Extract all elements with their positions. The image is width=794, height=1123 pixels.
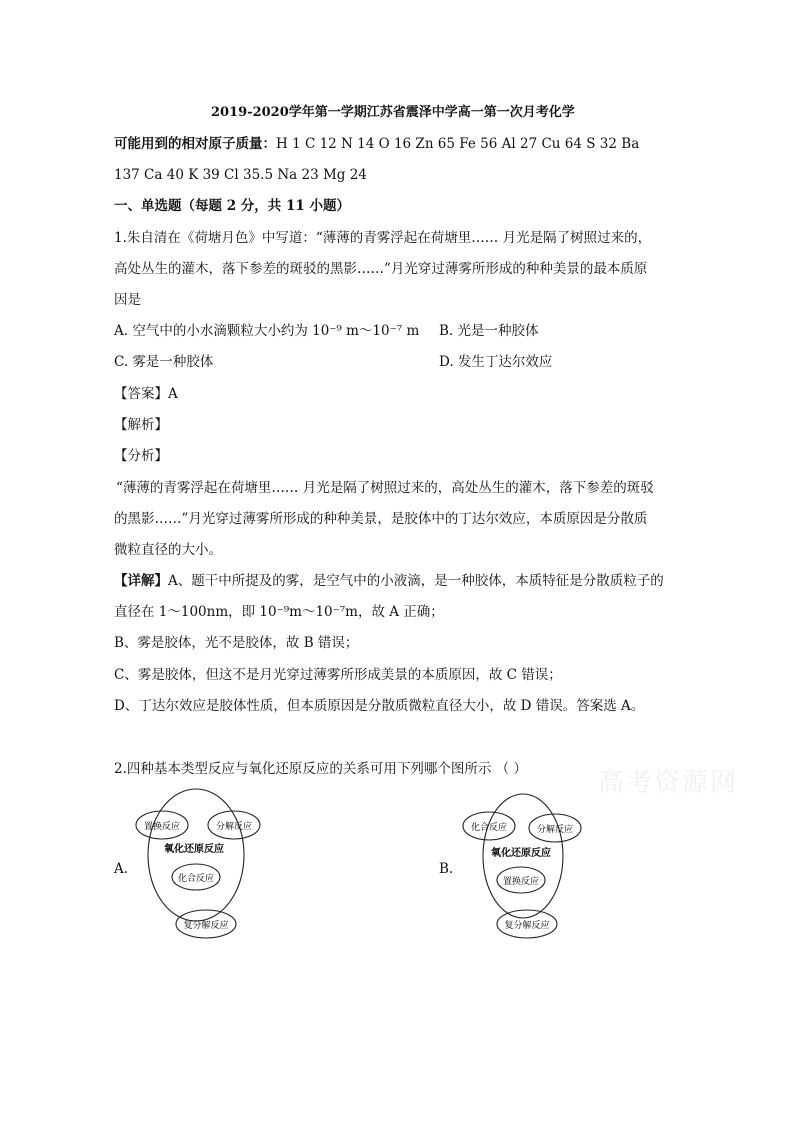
q1-option-b: B. 光是一种胶体: [439, 323, 539, 339]
q1-detail-text-1: A、题干中所提及的雾，是空气中的小液滴，是一种胶体，本质特征是分散质粒子的: [168, 573, 664, 589]
q1-jiexi-label: 【解析】: [114, 417, 168, 433]
q2-diagram-a: [130, 785, 270, 945]
q1-detail-line-4: C、雾是胶体，但这不是月光穿过薄雾所形成美景的本质原因，故 C 错误；: [114, 667, 562, 683]
q1-detail-line-1: [114, 572, 664, 590]
q1-answer: 【答案】A: [114, 386, 178, 402]
q1-analysis-line-2: 的黑影……”月光穿过薄雾所形成的种种美景，是胶体中的丁达尔效应，本质原因是分散质: [114, 511, 648, 527]
diagram-a-label-displacement: 置换反应: [143, 822, 181, 832]
q1-stem-line-1: 1.朱自清在《荷塘月色》中写道：“薄薄的青雾浮起在荷塘里…… 月光是隔了树照过来的，: [114, 230, 652, 246]
diagram-b-label-decomposition: 分解反应: [536, 825, 574, 835]
q1-detail-line-3: B、雾是胶体，光不是胶体，故 B 错误；: [114, 635, 359, 651]
q1-fenxi-label: 【分析】: [114, 448, 168, 464]
q1-stem-line-2: 高处丛生的灌木，落下参差的斑驳的黑影……”月光穿过薄雾所形成的种种美景的最本质原: [114, 261, 648, 277]
diagram-a-label-combination: 化合反应: [177, 874, 215, 884]
q2-option-b-label: B.: [439, 861, 454, 877]
diagram-b-label-redox: 氧化还原反应: [491, 848, 551, 859]
q1-analysis-line-3: 微粒直径的大小。: [114, 542, 222, 558]
atomic-mass-label: 可能用到的相对原子质量：: [114, 136, 276, 152]
page-title: 2019-2020学年第一学期江苏省震泽中学高一第一次月考化学: [211, 105, 575, 120]
q1-analysis-line-1: “薄薄的青雾浮起在荷塘里…… 月光是隔了树照过来的，高处丛生的灌木，落下参差的斑驳: [116, 480, 654, 496]
atomic-mass-values-1: H 1 C 12 N 14 O 16 Zn 65 Fe 56 Al 27 Cu 64 S 32 Ba: [276, 136, 640, 152]
diagram-a-label-decomposition: 分解反应: [215, 822, 253, 832]
q1-stem-line-3: 因是: [114, 292, 141, 308]
q2-stem: 2.四种基本类型反应与氧化还原反应的关系可用下列哪个图所示 （ ）: [114, 761, 527, 777]
q1-detail-label: 【详解】: [114, 573, 168, 589]
diagram-a-label-redox: 氧化还原反应: [164, 844, 224, 855]
diagram-b-label-displacement: 置换反应: [502, 877, 540, 887]
diagram-b-label-double-displacement: 复分解反应: [504, 921, 550, 931]
q1-option-a: A. 空气中的小水滴颗粒大小约为 10⁻⁹ m～10⁻⁷ m: [114, 323, 420, 339]
section-heading-single-choice: 一、单选题（每题 2 分，共 11 小题）: [114, 198, 350, 214]
q2-diagram-b: [455, 790, 595, 945]
q2-option-a-label: A.: [114, 861, 129, 877]
q1-detail-line-2: 直径在 1～100nm，即 10⁻⁹m～10⁻⁷m，故 A 正确；: [114, 604, 444, 620]
atomic-mass-line-2: 137 Ca 40 K 39 Cl 35.5 Na 23 Mg 24: [114, 167, 367, 183]
diagram-b-label-combination: 化合反应: [470, 823, 508, 833]
q1-option-c: C. 雾是一种胶体: [114, 354, 214, 370]
diagram-a-label-double-displacement: 复分解反应: [183, 921, 229, 931]
q1-option-d: D. 发生丁达尔效应: [439, 354, 553, 370]
watermark: 高考资源网: [598, 768, 739, 798]
atomic-mass-line-1: [114, 135, 639, 153]
diagram-a-redox-ellipse: [148, 789, 244, 921]
q1-detail-line-5: D、丁达尔效应是胶体性质，但本质原因是分散质微粒直径大小，故 D 错误。答案选 A。: [114, 698, 645, 714]
